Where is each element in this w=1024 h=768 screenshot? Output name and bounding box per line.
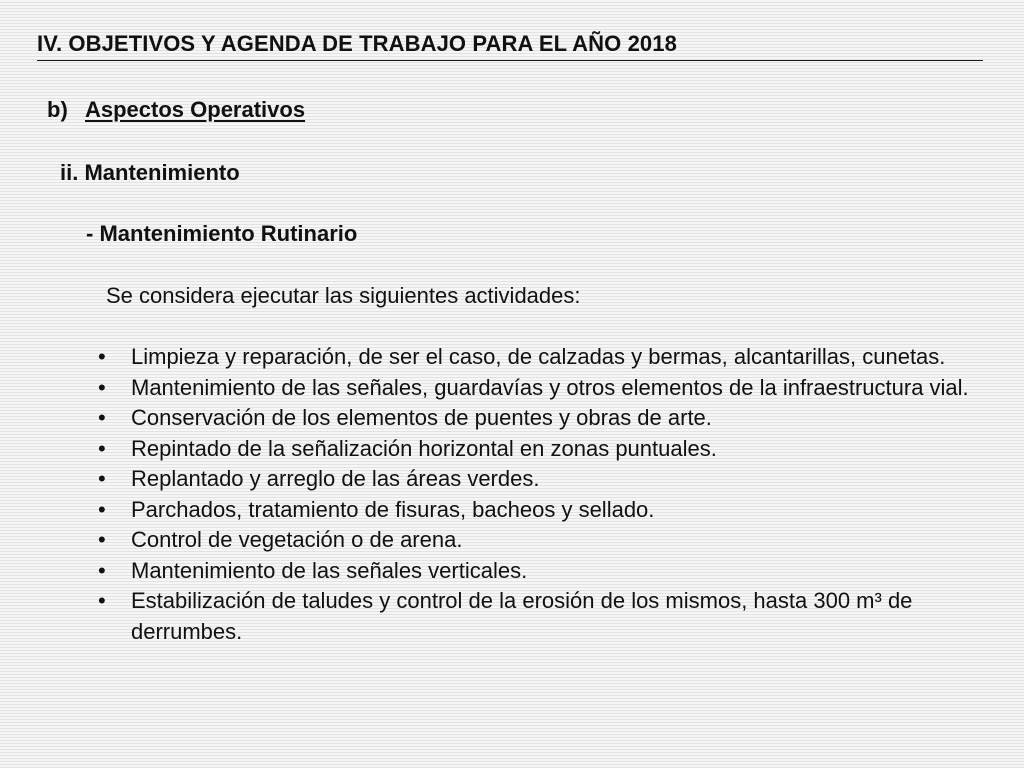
subsubsection-heading: - Mantenimiento Rutinario: [86, 221, 358, 246]
list-item: [98, 556, 978, 587]
bullet-icon: •: [98, 527, 106, 552]
bullet-icon: •: [98, 374, 106, 400]
bullet-icon: •: [98, 588, 106, 613]
section-label: Aspectos Operativos: [85, 97, 306, 122]
list-item-text: Limpieza y reparación, de ser el caso, de calzadas y bermas, alcantarillas, cunetas.: [131, 344, 946, 369]
list-item: [98, 342, 978, 373]
list-item: [98, 525, 978, 556]
subsection-heading: ii. Mantenimiento: [60, 160, 240, 185]
list-item: [98, 586, 978, 647]
intro-text: Se considera ejecutar las siguientes actividades:: [106, 283, 581, 308]
list-item: [98, 495, 978, 526]
bullet-icon: •: [98, 466, 106, 491]
list-item-text: Parchados, tratamiento de fisuras, bacheos y sellado.: [131, 496, 655, 522]
bullet-icon: •: [98, 557, 106, 583]
list-item-text: Repintado de la señalización horizontal en zonas puntuales.: [131, 435, 717, 461]
list-item: [98, 464, 978, 495]
bullet-icon: •: [98, 435, 106, 461]
section-heading: [47, 97, 305, 123]
list-item-text: Mantenimiento de las señales verticales.: [131, 557, 528, 583]
list-item: [98, 403, 978, 434]
list-item-text: Replantado y arreglo de las áreas verdes.: [131, 466, 540, 491]
bullet-icon: •: [98, 496, 106, 522]
list-item-text: Conservación de los elementos de puentes y obras de arte.: [131, 405, 712, 430]
list-item: [98, 373, 978, 404]
list-item: [98, 434, 978, 465]
section-prefix: b): [47, 97, 68, 122]
list-item-text: Estabilización de taludes y control de la erosión de los mismos, hasta 300 m³ de derrumbes.: [131, 588, 913, 644]
list-item-text: Mantenimiento de las señales, guardavías y otros elementos de la infraestructura vial.: [131, 374, 969, 400]
bullet-icon: •: [98, 405, 106, 430]
title-divider: [37, 60, 983, 61]
slide-title: IV. OBJETIVOS Y AGENDA DE TRABAJO PARA EL AÑO 2018: [37, 31, 677, 56]
activity-list: [98, 342, 978, 647]
list-item-text: Control de vegetación o de arena.: [131, 527, 463, 552]
bullet-icon: •: [98, 344, 106, 369]
